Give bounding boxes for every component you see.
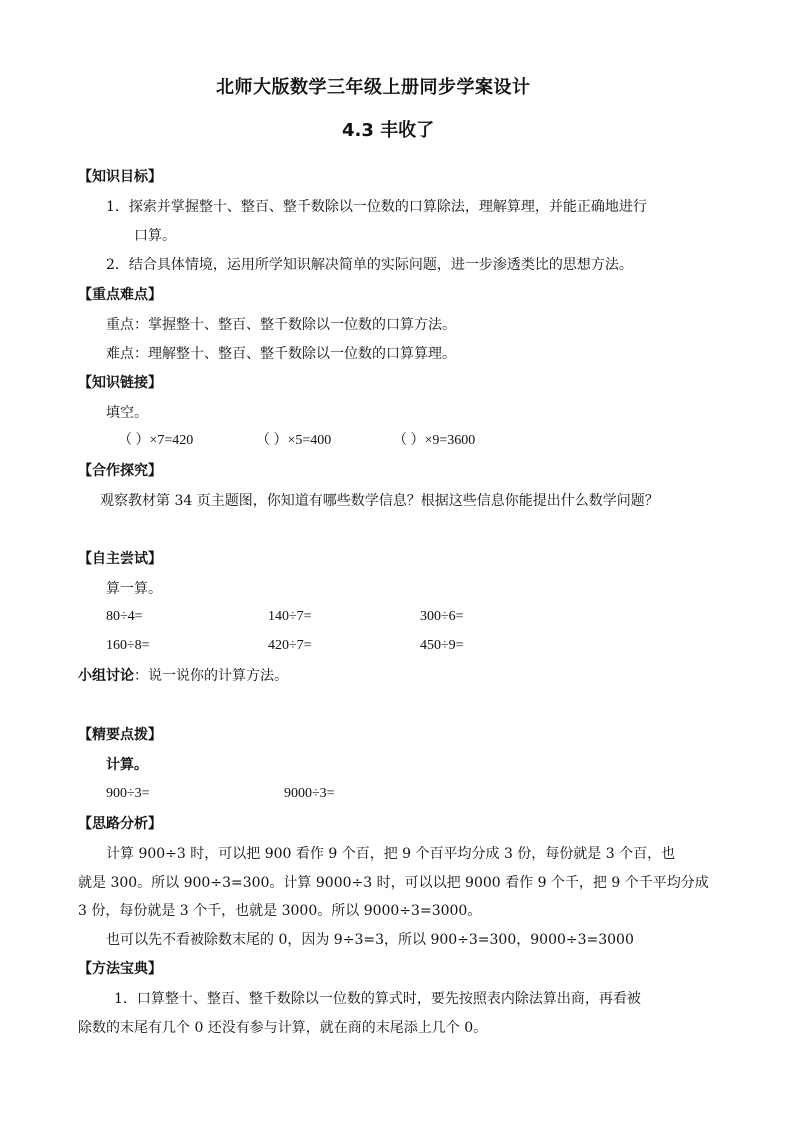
link-heading: 【知识链接】 (78, 375, 162, 391)
difficult-point: 难点：理解整十、整百、整千数除以一位数的口算算理。 (106, 346, 456, 362)
analysis-line-1: 计算 900÷3 时，可以把 900 看作 9 个百，把 9 个百平均分成 3 份，每份就是 3 个百，也 (106, 846, 676, 862)
highlight-expr-2: 9000÷3= (284, 786, 335, 801)
objectives-heading: 【知识目标】 (78, 169, 162, 185)
try-expr-2-2: 420÷7= (268, 638, 312, 653)
highlight-expr-1: 900÷3= (106, 786, 150, 801)
try-expr-1-1: 80÷4= (106, 609, 143, 624)
method-line-2: 除数的末尾有几个 0 还没有参与计算，就在商的末尾添上几个 0。 (78, 1020, 488, 1036)
fill-blank-1: （ ）×7=420 (118, 433, 194, 448)
document-title: 北师大版数学三年级上册同步学案设计 (216, 77, 531, 98)
analysis-heading: 【思路分析】 (78, 816, 162, 832)
group-discussion (78, 667, 288, 685)
try-expr-1-2: 140÷7= (268, 609, 312, 624)
objective-2: 2．结合具体情境，运用所学知识解决简单的实际问题，进一步渗透类比的思想方法。 (106, 257, 633, 273)
analysis-line-3: 3 份，每份就是 3 个千，也就是 3000。所以 9000÷3=3000。 (78, 903, 482, 919)
try-expr-2-1: 160÷8= (106, 638, 150, 653)
try-expr-1-3: 300÷6= (420, 609, 464, 624)
fill-blank-2: （ ）×5=400 (256, 433, 332, 448)
explore-heading: 【合作探究】 (78, 463, 162, 479)
fill-blank-3: （ ）×9=3600 (393, 433, 476, 448)
analysis-line-4: 也可以先不看被除数末尾的 0，因为 9÷3=3，所以 900÷3=300，9000÷3=3000 (106, 932, 634, 948)
try-expr-2-3: 450÷9= (420, 638, 464, 653)
analysis-line-2: 就是 300。所以 900÷3=300。计算 9000÷3 时，可以以把 9000 看作 9 个千，把 9 个千平均分成 (78, 875, 709, 891)
try-heading: 【自主尝试】 (78, 551, 162, 567)
objective-1-line-2: 口算。 (134, 228, 176, 244)
lesson-subtitle: 4.3 丰收了 (342, 120, 435, 141)
highlight-instruction: 计算。 (106, 757, 148, 773)
explore-text: 观察教材第 34 页主题图，你知道有哪些数学信息？根据这些信息你能提出什么数学问题？ (100, 493, 659, 509)
method-line-1: 1．口算整十、整百、整千数除以一位数的算式时，要先按照表内除法算出商，再看被 (114, 991, 641, 1007)
method-heading: 【方法宝典】 (78, 961, 162, 977)
discussion-label: 小组讨论 (78, 668, 134, 684)
highlight-heading: 【精要点拨】 (78, 727, 162, 743)
objective-1-line-1: 1．探索并掌握整十、整百、整千数除以一位数的口算除法，理解算理，并能正确地进行 (106, 199, 647, 215)
keypoints-heading: 【重点难点】 (78, 287, 162, 303)
link-instruction: 填空。 (106, 405, 148, 421)
try-instruction: 算一算。 (106, 581, 162, 597)
key-point: 重点：掌握整十、整百、整千数除以一位数的口算方法。 (106, 317, 456, 333)
discussion-text: ：说一说你的计算方法。 (134, 668, 288, 684)
